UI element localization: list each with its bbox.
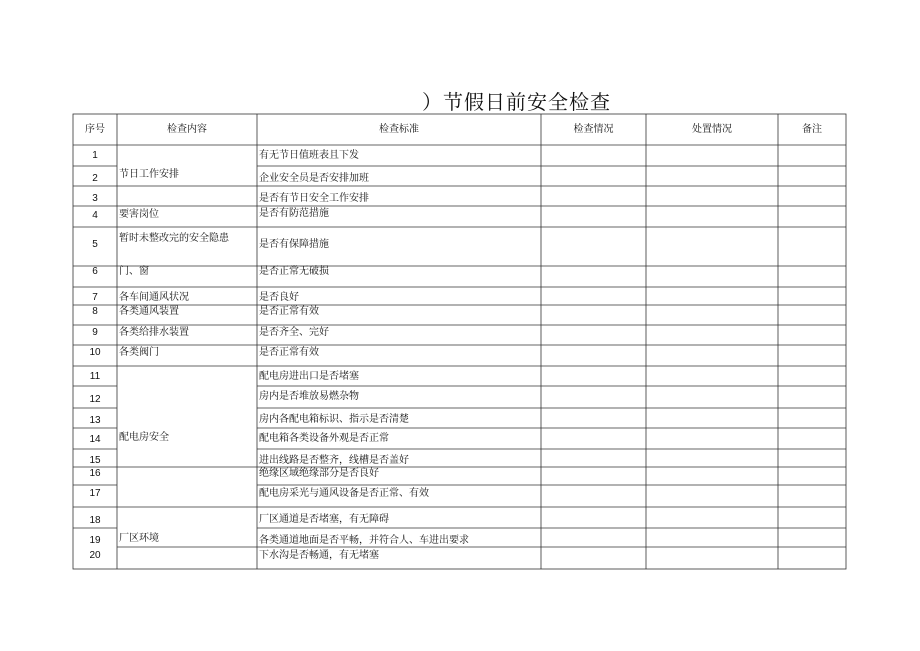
check-standard: 是否良好	[259, 292, 299, 303]
check-standard: 下水沟是否畅通，有无堵塞	[259, 550, 379, 561]
row-number: 19	[89, 535, 101, 546]
check-standard: 是否有节日安全工作安排	[259, 193, 369, 204]
check-standard: 厂区通道是否堵塞，有无障碍	[259, 514, 389, 525]
check-standard: 是否有保障措施	[259, 239, 329, 250]
check-standard: 各类通道地面是否平畅，并符合人、车进出要求	[259, 535, 469, 546]
check-content-category: 各车间通风状况	[119, 292, 189, 303]
row-number: 17	[89, 488, 101, 499]
check-standard: 配电房采光与通风设备是否正常、有效	[259, 488, 429, 499]
check-standard: 绝缘区域绝缘部分是否良好	[259, 468, 379, 479]
check-standard: 进出线路是否整齐，线槽是否盖好	[259, 455, 409, 466]
check-content-category: 要害岗位	[119, 209, 159, 220]
check-standard: 是否正常有效	[259, 306, 319, 317]
check-content-category: 各类阀门	[119, 347, 159, 358]
row-number: 2	[92, 173, 98, 184]
check-standard: 是否有防范措施	[259, 208, 329, 219]
header-seq: 序号	[85, 124, 105, 135]
row-number: 1	[92, 150, 98, 161]
row-number: 16	[89, 468, 101, 479]
header-standard: 检查标准	[379, 124, 419, 135]
check-standard: 是否齐全、完好	[259, 327, 329, 338]
check-content-category: 暂时未整改完的安全隐患	[119, 233, 229, 244]
row-number: 15	[89, 455, 101, 466]
row-number: 13	[89, 415, 101, 426]
check-content-category: 厂区环境	[119, 533, 159, 544]
row-number: 3	[92, 193, 98, 204]
check-standard: 是否正常无破损	[259, 266, 329, 277]
row-number: 14	[89, 434, 101, 445]
row-number: 20	[89, 550, 101, 561]
header-handling: 处置情况	[692, 124, 732, 135]
check-content-category: 各类给排水装置	[119, 327, 189, 338]
row-number: 18	[89, 515, 101, 526]
check-content-category: 配电房安全	[119, 432, 169, 443]
row-number: 10	[89, 347, 101, 358]
check-standard: 房内各配电箱标识、指示是否清楚	[259, 414, 409, 425]
row-number: 11	[89, 371, 101, 382]
check-standard: 企业安全员是否安排加班	[259, 173, 369, 184]
header-remark: 备注	[802, 124, 822, 135]
check-standard: 配电房进出口是否堵塞	[259, 371, 359, 382]
check-standard: 是否正常有效	[259, 347, 319, 358]
check-standard: 房内是否堆放易燃杂物	[259, 391, 359, 402]
document-title: ）节假日前安全检查	[422, 90, 611, 114]
check-content-category: 门、窗	[119, 266, 149, 277]
header-content: 检查内容	[167, 124, 207, 135]
row-number: 6	[92, 266, 98, 277]
check-standard: 有无节日值班表且下发	[259, 150, 359, 161]
row-number: 8	[92, 306, 98, 317]
check-standard: 配电箱各类设备外观是否正常	[259, 433, 389, 444]
check-content-category: 节日工作安排	[119, 169, 179, 180]
check-content-category: 各类通风装置	[119, 306, 179, 317]
row-number: 7	[92, 292, 98, 303]
row-number: 4	[92, 210, 98, 221]
row-number: 5	[92, 239, 98, 250]
row-number: 12	[89, 394, 101, 405]
row-number: 9	[92, 327, 98, 338]
header-status: 检查情况	[573, 124, 614, 135]
